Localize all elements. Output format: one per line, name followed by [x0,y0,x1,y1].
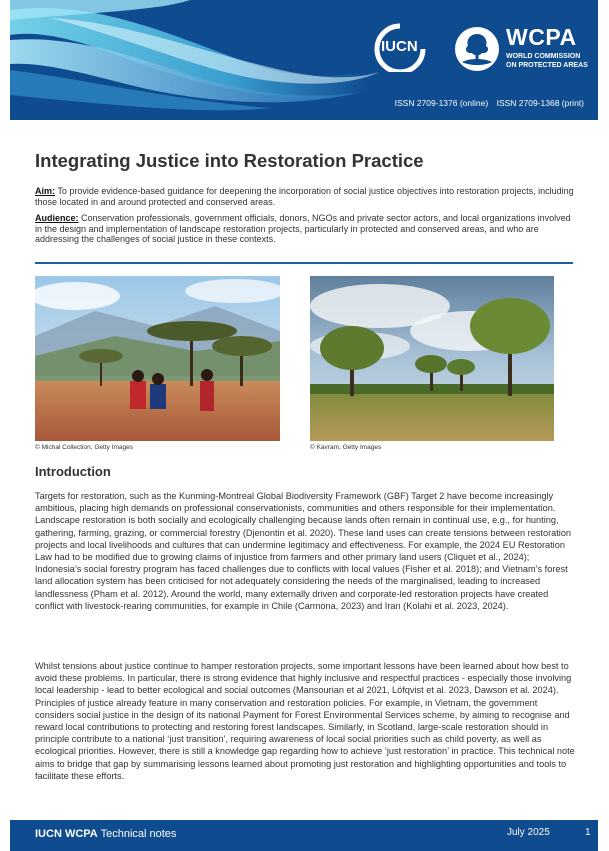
wcpa-title: WCPA [506,24,577,50]
footer-bar [10,820,598,851]
right-photo-caption: © Kavram, Getty Images [310,444,382,451]
document-title: Integrating Justice into Restoration Practice [35,150,424,171]
aim-text: To provide evidence-based guidance for deepening the incorporation of social justice objectives into restoration projects, including those located in and around protected and conserved areas. [35,186,574,207]
footer-series [35,828,176,840]
wcpa-subtitle-line-1: WORLD COMMISSION [506,53,581,60]
footer-series-rest: Technical notes [97,828,177,840]
wcpa-logo-icon [454,26,500,72]
audience-text: Conservation professionals, government officials, donors, NGOs and private sector actors, and local organizations involved in the design and implementation of landscape restoration projects, particularly in protected and conserved areas, and who are addressing the challenges of social justice in these contexts. [35,213,571,244]
issn-online: ISSN 2709-1376 (online) [394,98,489,108]
issn-numbers [389,98,584,108]
intro-paragraph-2: Whilst tensions about justice continue to hamper restoration projects, some important lessons have been learned about how best to avoid these problems. In particular, there is strong evidence that highly inclusive and respectful practices - especially those involving local leadership - lead to better ecological and social outcomes (Mansourian et al 2021, Löfqvist et al. 2023, Dawson et al. 2024). Principles of justice already feature in many conservation and restoration policies. For example, in Vietnam, the government considers social justice in the design of its national Payment for Forest Environmental Services scheme, by aiming to recognise and reward local contributions to protecting and restoring forest landscapes. Similarly, in Scotland, large-scale restoration should in principle contribute to a national ‘just transition’, requiring awareness of local social priorities such as child poverty, as well as ecological priorities. However, there is still a knowledge gap regarding how to achieve ‘just restoration’ in practice. This technical note aims to bridge that gap by summarising lessons learned about promoting just restoration and highlighting opportunities and tools to facilitate these efforts. [35,661,575,781]
photo-savanna-people [35,276,280,441]
header-banner [10,0,598,120]
page-number: 1 [585,827,591,838]
intro-paragraph-1: Targets for restoration, such as the Kunming-Montreal Global Biodiversity Framework (GBF) Target 2 have become increasingly ambitious, placing high demands on professional conservationists, communities and others responsible for their implementation. Landscape restoration is both socially and ecologically challenging because lands often remain in continual use, e.g., for hunting, gathering, farming, grazing, or commercial forestry (Djenontin et al. 2020). These land uses can create tensions between restoration projects and local livelihoods and cultures that can undermine legitimacy and effectiveness. For example, the 2024 EU Restoration Law had to be modified due to growing claims of injustice from farmers and other primary land users (Cliquet et al., 2024); Indonesia’s social forestry program has faced challenges due to conflicts with local values (Fisher et al. 2018); and Vietnam’s forest land allocation system has been criticised for not adequately considering the needs of the marginalised, leading to increased landlessness (Pham et al. 2012). Around the world, many externally driven and corporate-led restoration projects have created conflict with livestock-rearing communities, for example in Chile (Carmona, 2023) and Iran (Kolahi et al. 2023, 2024). [35,491,572,611]
photo-acacia-landscape [310,276,554,441]
footer-date: July 2025 [507,827,550,838]
issn-print: ISSN 2709-1368 (print) [496,98,584,108]
wcpa-subtitle [506,52,596,70]
iucn-logo-text: IUCN [381,38,418,55]
aim-paragraph [35,186,575,207]
wcpa-subtitle-line-2: ON PROTECTED AREAS [506,62,588,69]
section-divider [35,262,573,264]
left-photo-caption: © Michal Collection, Getty Images [35,444,133,451]
audience-paragraph [35,213,575,245]
introduction-heading: Introduction [35,464,111,479]
audience-label: Audience: [35,213,79,223]
aim-label: Aim: [35,186,55,196]
footer-series-bold: IUCN WCPA [35,828,98,840]
